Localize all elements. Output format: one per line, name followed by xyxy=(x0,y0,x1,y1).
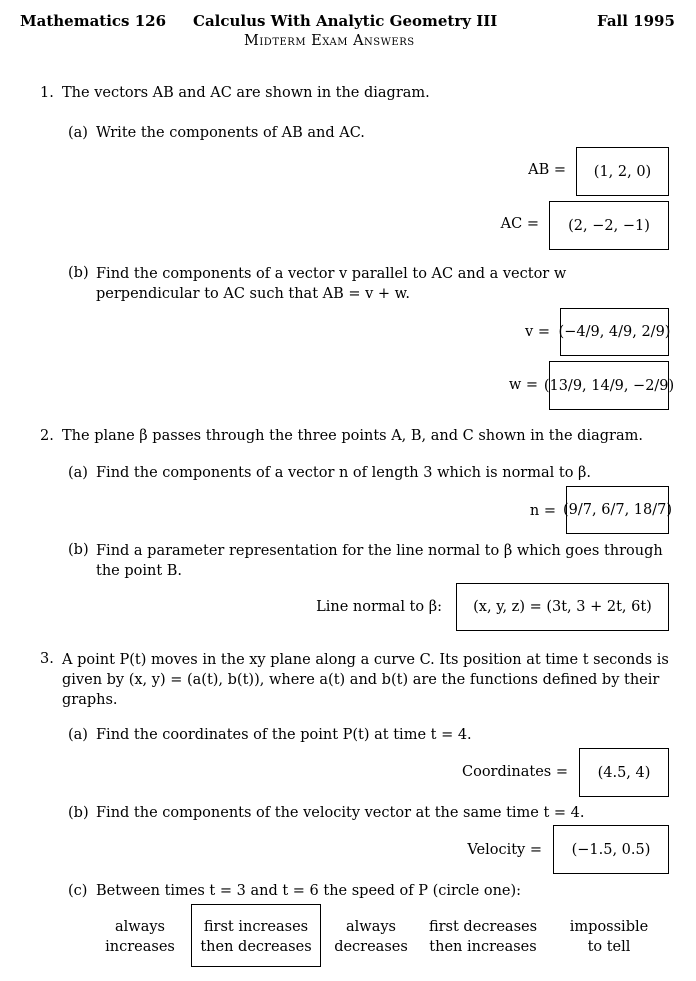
q1b-w-answer: (13/9, 14/9, −2/9) xyxy=(543,377,675,394)
q2a-label: (a) xyxy=(68,465,88,481)
term: Fall 1995 xyxy=(597,12,675,30)
q2-text: The plane β passes through the three points A, B, and C shown in the diagram. xyxy=(62,428,643,444)
choice-line1: impossible xyxy=(569,919,649,935)
q1b-v-answer-box xyxy=(560,308,669,356)
q2a-n-answer: (9/7, 6/7, 18/7) xyxy=(563,502,672,518)
choice-line2: then decreases xyxy=(200,939,312,955)
q3b-vel-label: Velocity = xyxy=(467,842,542,858)
choice-line2: increases xyxy=(105,939,175,955)
q2a-n-label: n = xyxy=(529,503,556,519)
q3a-label: (a) xyxy=(68,727,88,743)
q3b-vel-answer: (−1.5, 0.5) xyxy=(571,841,651,858)
q1b-label: (b) xyxy=(68,265,89,281)
choice-line2: to tell xyxy=(587,939,631,955)
q1b-v-answer: (−4/9, 4/9, 2/9) xyxy=(558,324,671,340)
choice-line1: always xyxy=(346,919,396,935)
choice-first-increases-then-decreases[interactable] xyxy=(196,917,316,957)
q1b-text: Find the components of a vector v parallel to AC and a vector w perpendicular to AC such that AB = v + w. xyxy=(96,266,567,302)
choice-line2: decreases xyxy=(334,939,408,955)
q1a-ab-answer: (1, 2, 0) xyxy=(593,163,652,180)
choice-line2: then increases xyxy=(429,939,537,955)
choice-line1: first increases xyxy=(203,919,309,935)
q1a-ac-label: AC = xyxy=(500,216,539,232)
q1b-w-answer-box xyxy=(543,361,675,410)
q3a-text: Find the coordinates of the point P(t) at time t = 4. xyxy=(96,727,472,743)
q2a-n-answer-box xyxy=(563,486,672,534)
q1a-ac-answer: (2, −2, −1) xyxy=(568,217,650,234)
q1a-label: (a) xyxy=(68,125,88,141)
q2a-text: Find the components of a vector n of length 3 which is normal to β. xyxy=(96,465,592,481)
q3a-coord-answer: (4.5, 4) xyxy=(597,764,651,781)
page-title: Calculus With Analytic Geometry III xyxy=(193,12,498,30)
choice-always-decreases[interactable] xyxy=(331,917,411,957)
q3c-text: Between times t = 3 and t = 6 the speed of P (circle one): xyxy=(96,883,522,899)
q2-number: 2. xyxy=(40,428,54,444)
choice-impossible-to-tell[interactable] xyxy=(559,917,659,957)
choice-always-increases[interactable] xyxy=(100,917,180,957)
page-subtitle: Midterm Exam Answers xyxy=(244,33,415,49)
q1-text: The vectors AB and AC are shown in the diagram. xyxy=(62,85,430,101)
q2b-line-answer-box xyxy=(456,583,669,631)
q3-number: 3. xyxy=(40,651,54,667)
q2b-line-answer: (x, y, z) = (3t, 3 + 2t, 6t) xyxy=(473,599,652,615)
q3a-coord-answer-box xyxy=(579,748,669,797)
q3a-coord-label: Coordinates = xyxy=(462,764,568,780)
q1b-v-label: v = xyxy=(525,324,550,340)
q2b-line-label: Line normal to β: xyxy=(316,599,442,615)
q3b-text: Find the components of the velocity vector at the same time t = 4. xyxy=(96,805,585,821)
q3b-vel-answer-box xyxy=(553,825,669,874)
q3b-label: (b) xyxy=(68,805,89,821)
q1a-ab-label: AB = xyxy=(528,162,566,178)
q2b-text: Find a parameter representation for the line normal to β which goes through the point B. xyxy=(96,543,663,579)
q2b-label: (b) xyxy=(68,542,89,558)
q3c-label: (c) xyxy=(68,883,88,899)
choice-first-decreases-then-increases[interactable] xyxy=(423,917,543,957)
q1-number: 1. xyxy=(40,85,54,101)
q3-text: A point P(t) moves in the xy plane along a curve C. Its position at time t seconds is given by (x, y) = (a(t), b(t)), where a(t) and b(t) are the functions defined by their graphs. xyxy=(62,652,669,708)
choice-line1: always xyxy=(115,919,165,935)
q1a-text: Write the components of AB and AC. xyxy=(96,125,365,141)
course-name: Mathematics 126 xyxy=(20,12,167,30)
q1b-w-label: w = xyxy=(508,377,538,393)
choice-line1: first decreases xyxy=(428,919,538,935)
q1a-ab-answer-box xyxy=(576,147,669,196)
q1a-ac-answer-box xyxy=(549,201,669,250)
